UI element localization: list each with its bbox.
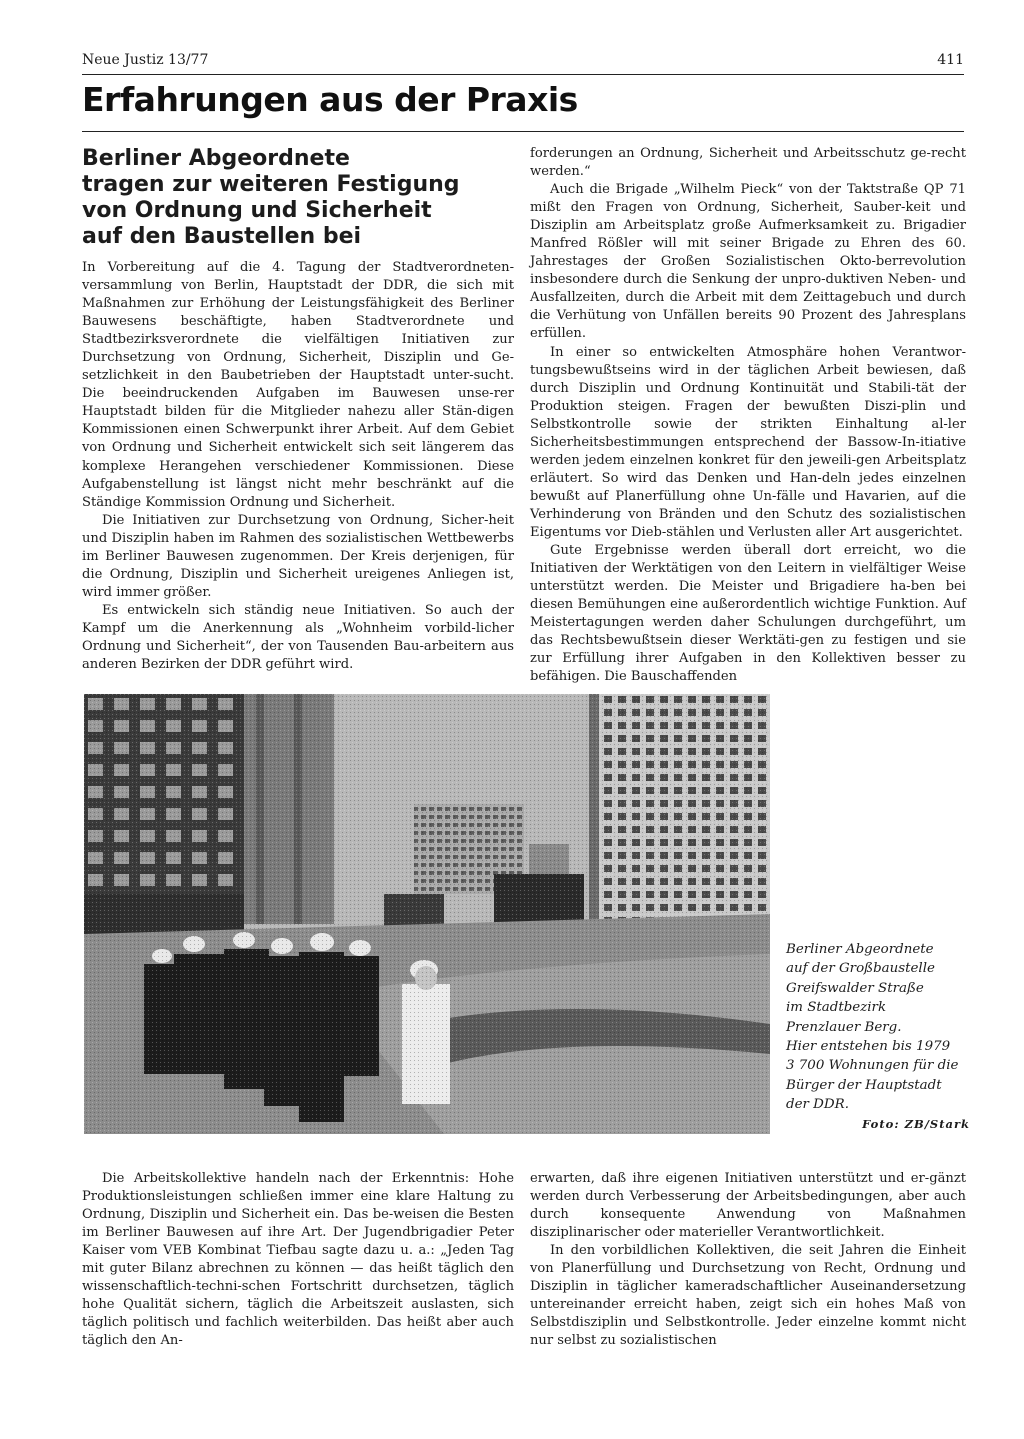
paragraph: erwarten, daß ihre eigenen Initiativen unterstützt und er-gänzt werden durch Verbesserung der Arbeitsbedingungen, aber auch durch konsequente Anwendung von Maßnahmen disziplinarischer oder materieller Verantwortlichkeit. xyxy=(530,1171,966,1241)
caption-line: Prenzlauer Berg. xyxy=(786,1019,902,1035)
headline-line: auf den Baustellen bei xyxy=(82,224,362,249)
running-head xyxy=(82,50,964,72)
photo-credit: Foto: ZB/Stark xyxy=(862,1117,970,1131)
paragraph: Es entwickeln sich ständig neue Initiativen. So auch der Kampf um die Anerkennung als „Wohnheim vorbild-licher Ordnung und Sicherheit“, der von Tausenden Bau-arbeitern aus anderen Bezirken der DDR geführt wird. xyxy=(82,602,514,673)
section-title: Erfahrungen aus der Praxis xyxy=(82,80,578,119)
journal-issue: Neue Justiz 13/77 xyxy=(82,52,209,68)
header-rule xyxy=(82,74,964,75)
caption-line: Bürger der Hauptstadt xyxy=(786,1077,942,1093)
headline-line: von Ordnung und Sicherheit xyxy=(82,198,432,223)
section-rule xyxy=(82,131,964,132)
photo-caption xyxy=(786,940,976,1115)
caption-line: Greifswalder Straße xyxy=(786,980,924,996)
paragraph: In einer so entwickelten Atmosphäre hohen Verantwor-tungsbewußtseins wird in der täglichen Arbeit bewiesen, daß durch Disziplin und Ordnung Kontinuität und Stabili-tät der Produktion steigen. Fragen der bewußten Diszi-plin und Selbstkontrolle sowie der strikten Einhaltung al-ler Sicherheitsbestimmungen entsprechend der Bassow-In-itiative werden jedem einzelnen konkret für den jeweili-gen Arbeitsplatz erläutert. So wird das Denken und Han-deln jedes einzelnen bewußt auf Planerfüllung ohne Un-fälle und Havarien, auf die Verhinderung von Bränden und den Schutz des sozialistischen Eigentums vor Dieb-stählen und Verlusten aller Art ausgerichtet. xyxy=(530,344,966,540)
caption-line: Berliner Abgeordnete xyxy=(786,942,934,957)
paragraph: Die Initiativen zur Durchsetzung von Ordnung, Sicher-heit und Disziplin haben im Rahmen des sozialistischen Wettbewerbs im Berliner Bauwesen zugenommen. Der Kreis derjenigen, für die Ordnung, Disziplin und Sicherheit ureigenes Anliegen ist, wird immer größer. xyxy=(82,512,514,600)
text-column-3 xyxy=(82,1170,514,1350)
caption-line: 3 700 Wohnungen für die xyxy=(786,1058,959,1074)
text-column-4 xyxy=(530,1170,966,1350)
caption-line: auf der Großbaustelle xyxy=(786,961,935,977)
caption-line: Hier entstehen bis 1979 xyxy=(786,1039,951,1055)
paragraph: In den vorbildlichen Kollektiven, die seit Jahren die Einheit von Planerfüllung und Durchsetzung von Recht, Ordnung und Disziplin in täglicher kameradschaftlicher Auseinandersetzung untereinander erreicht haben, zeigt sich ein hohes Maß von Selbstdisziplin und Selbstkontrolle. Jeder einzelne kommt nicht nur selbst zu sozialistischen xyxy=(530,1243,966,1349)
article-headline xyxy=(82,146,502,250)
text-column-1 xyxy=(82,259,514,674)
construction-site-photo xyxy=(84,694,770,1134)
paragraph: Die Arbeitskollektive handeln nach der Erkenntnis: Hohe Produktionsleistungen schließen immer eine klare Haltung zu Ordnung, Disziplin und Sicherheit ein. Das be-weisen die Besten im Berliner Bauwesen auf ihre Art. Der Jugendbrigadier Peter Kaiser vom VEB Kombinat Tiefbau sagte dazu u. a.: „Jeden Tag mit guter Bilanz abrechnen zu können — das heißt täglich den wissenschaftlich-techni-schen Fortschritt durchsetzen, täglich hohe Qualität sichern, täglich die Arbeitszeit auslasten, sich täglich politisch und fachlich weiterbilden. Das heißt aber auch täglich den An- xyxy=(82,1171,514,1349)
headline-line: Berliner Abgeordnete xyxy=(82,146,350,171)
paragraph: Gute Ergebnisse werden überall dort erreicht, wo die Initiativen der Werktätigen von den Leitern in vielfältiger Weise unterstützt werden. Die Meister und Brigadiere ha-ben bei diesen Bemühungen eine außerordentlich wichtige Funktion. Auf Meistertagungen werden daher Schulungen durchgeführt, um das Rechtsbewußtsein dieser Werktäti-gen zu festigen und sie zur Erfüllung ihrer Aufgaben in den Kollektiven besser zu befähigen. Die Bauschaffenden xyxy=(530,543,966,685)
caption-line: der DDR. xyxy=(786,1097,849,1113)
page-number: 411 xyxy=(937,52,964,68)
caption-line: im Stadtbezirk xyxy=(786,1000,887,1016)
headline-line: tragen zur weiteren Festigung xyxy=(82,172,460,197)
photo-illustration xyxy=(84,694,770,1134)
paragraph: forderungen an Ordnung, Sicherheit und Arbeitsschutz ge-recht werden.“ xyxy=(530,146,966,180)
paragraph: In Vorbereitung auf die 4. Tagung der Stadtverordneten-versammlung von Berlin, Hauptstadt der DDR, die sich mit Maßnahmen zur Erhöhung der Leistungsfähigkeit des Berliner Bauwesens beschäftigte, haben Stadtverordnete und Stadtbezirksverordnete die vielfältigen Initiativen zur Durchsetzung von Ordnung, Sicherheit, Disziplin und Ge-setzlichkeit in den Baubetrieben der Hauptstadt unter-sucht. Die beeindruckenden Aufgaben im Bauwesen unse-rer Hauptstadt bilden für die Mitglieder nahezu aller Stän-digen Kommissionen einen Schwerpunkt ihrer Arbeit. Auf dem Gebiet von Ordnung und Sicherheit entwickelt sich seit längerem das komplexe Herangehen verschiedener Kommissionen. Diese Aufgabenstellung ist längst nicht mehr beschränkt auf die Ständige Kommission Ordnung und Sicherheit. xyxy=(82,260,514,510)
text-column-2 xyxy=(530,145,966,686)
paragraph: Auch die Brigade „Wilhelm Pieck“ von der Taktstraße QP 71 mißt den Fragen von Ordnung, Sicherheit, Sauber-keit und Disziplin am Arbeitsplatz große Aufmerksamkeit zu. Brigadier Manfred Rößler will mit seiner Brigade zu Ehren des 60. Jahrestages der Großen Sozialistischen Okto-berrevolution insbesondere durch die Senkung der unpro-duktiven Neben- und Ausfallzeiten, durch die Arbeit mit dem Zeittagebuch und durch die Verhütung von Unfällen bereits 90 Prozent des Jahresplans erfüllen. xyxy=(530,182,966,342)
